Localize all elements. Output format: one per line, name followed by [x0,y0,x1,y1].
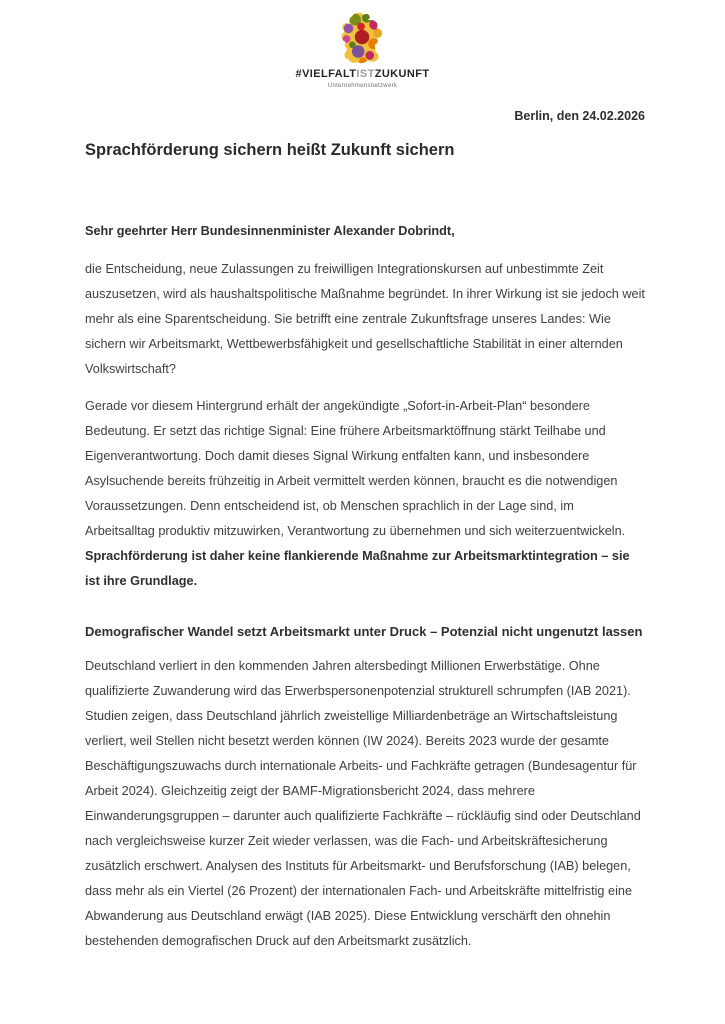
paragraph-2-bold-text: Sprachförderung ist daher keine flankierende Maßnahme zur Arbeitsmarktintegration – sie ist ihre Grundlage. [85,549,630,588]
logo-wordmark-prefix: #VIELFALT [295,68,357,80]
letter-title: Sprachförderung sichern heißt Zukunft sichern [85,141,455,159]
logo-wordmark-suffix: ZUKUNFT [374,68,430,80]
logo-wordmark-middle: IST [356,68,375,80]
salutation: Sehr geehrter Herr Bundesinnenminister Alexander Dobrindt, [85,224,455,238]
paragraph-1: die Entscheidung, neue Zulassungen zu freiwilligen Integrationskursen auf unbestimmte Zeit auszusetzen, wird als haushaltspolitische Maßnahme begründet. In ihrer Wirkung ist sie jedoch weit mehr als eine Sparentscheidung. Sie betrifft eine zentrale Zukunftsfrage unseres Landes: Wie sichern wir Arbeitsmarkt, Wettbewerbsfähigkeit und gesellschaftliche Stabilität in einer alternden Volkswirtschaft? [85,262,645,376]
logo [0,0,725,91]
paragraph-2-regular-text: Gerade vor diesem Hintergrund erhält der angekündigte „Sofort-in-Arbeit-Plan“ besondere Bedeutung. Er setzt das richtige Signal: Eine frühere Arbeitsmarktöffnung stärkt Teilhabe und Eigenverantwortung. Doch damit dieses Signal Wirkung entfalten kann, und insbesondere Asylsuchende bereits frühzeitig in Arbeit vermittelt werden können, braucht es die notwendigen Voraussetzungen. Denn entscheidend ist, ob Menschen sprachlich in der Lage sind, im Arbeitsalltag produktiv mitzuwirken, Verantwortung zu übernehmen und sich weiterzuentwickeln. [85,399,626,538]
dateline: Berlin, den 24.02.2026 [514,109,645,123]
logo-tagline: Unternehmensnetzwerk [327,83,398,89]
letter-content [0,108,725,954]
paragraph-3: Deutschland verliert in den kommenden Jahren altersbedingt Millionen Erwerbstätige. Ohne qualifizierte Zuwanderung wird das Erwerbspersonenpotenzial strukturell schrumpfen (IAB 2021). Studien zeigen, dass Deutschland jährlich zweistellige Milliardenbeträge an Wirtschaftsleistung verliert, weil Stellen nicht besetzt werden können (IW 2024). Bereits 2023 wurde der gesamte Beschäftigungszuwachs durch internationale Arbeits- und Fachkräfte getragen (Bundesagentur für Arbeit 2024). Gleichzeitig zeigt der BAMF-Migrationsbericht 2024, dass mehrere Einwanderungsgruppen – darunter auch qualifizierte Fachkräfte – rückläufig sind oder Deutschland nach vergleichsweise kurzer Zeit wieder verlassen, was die Fach- und Arbeitskräftesicherung zusätzlich erschwert. Analysen des Instituts für Arbeitsmarkt- und Berufsforschung (IAB) belegen, dass mehr als ein Viertel (26 Prozent) der internationalen Fach- und Arbeitskräfte mittelfristig eine Abwanderung aus Deutschland erwägt (IAB 2025). Diese Entwicklung verschärft den ohnehin bestehenden demografischen Druck auf den Arbeitsmarkt zusätzlich. [85,659,641,948]
logo-wordmark [0,68,725,81]
section-heading: Demografischer Wandel setzt Arbeitsmarkt unter Druck – Potenzial nicht ungenutzt lassen [85,624,643,639]
germany-map-logo-icon [332,12,394,66]
paragraph-2 [85,394,645,594]
